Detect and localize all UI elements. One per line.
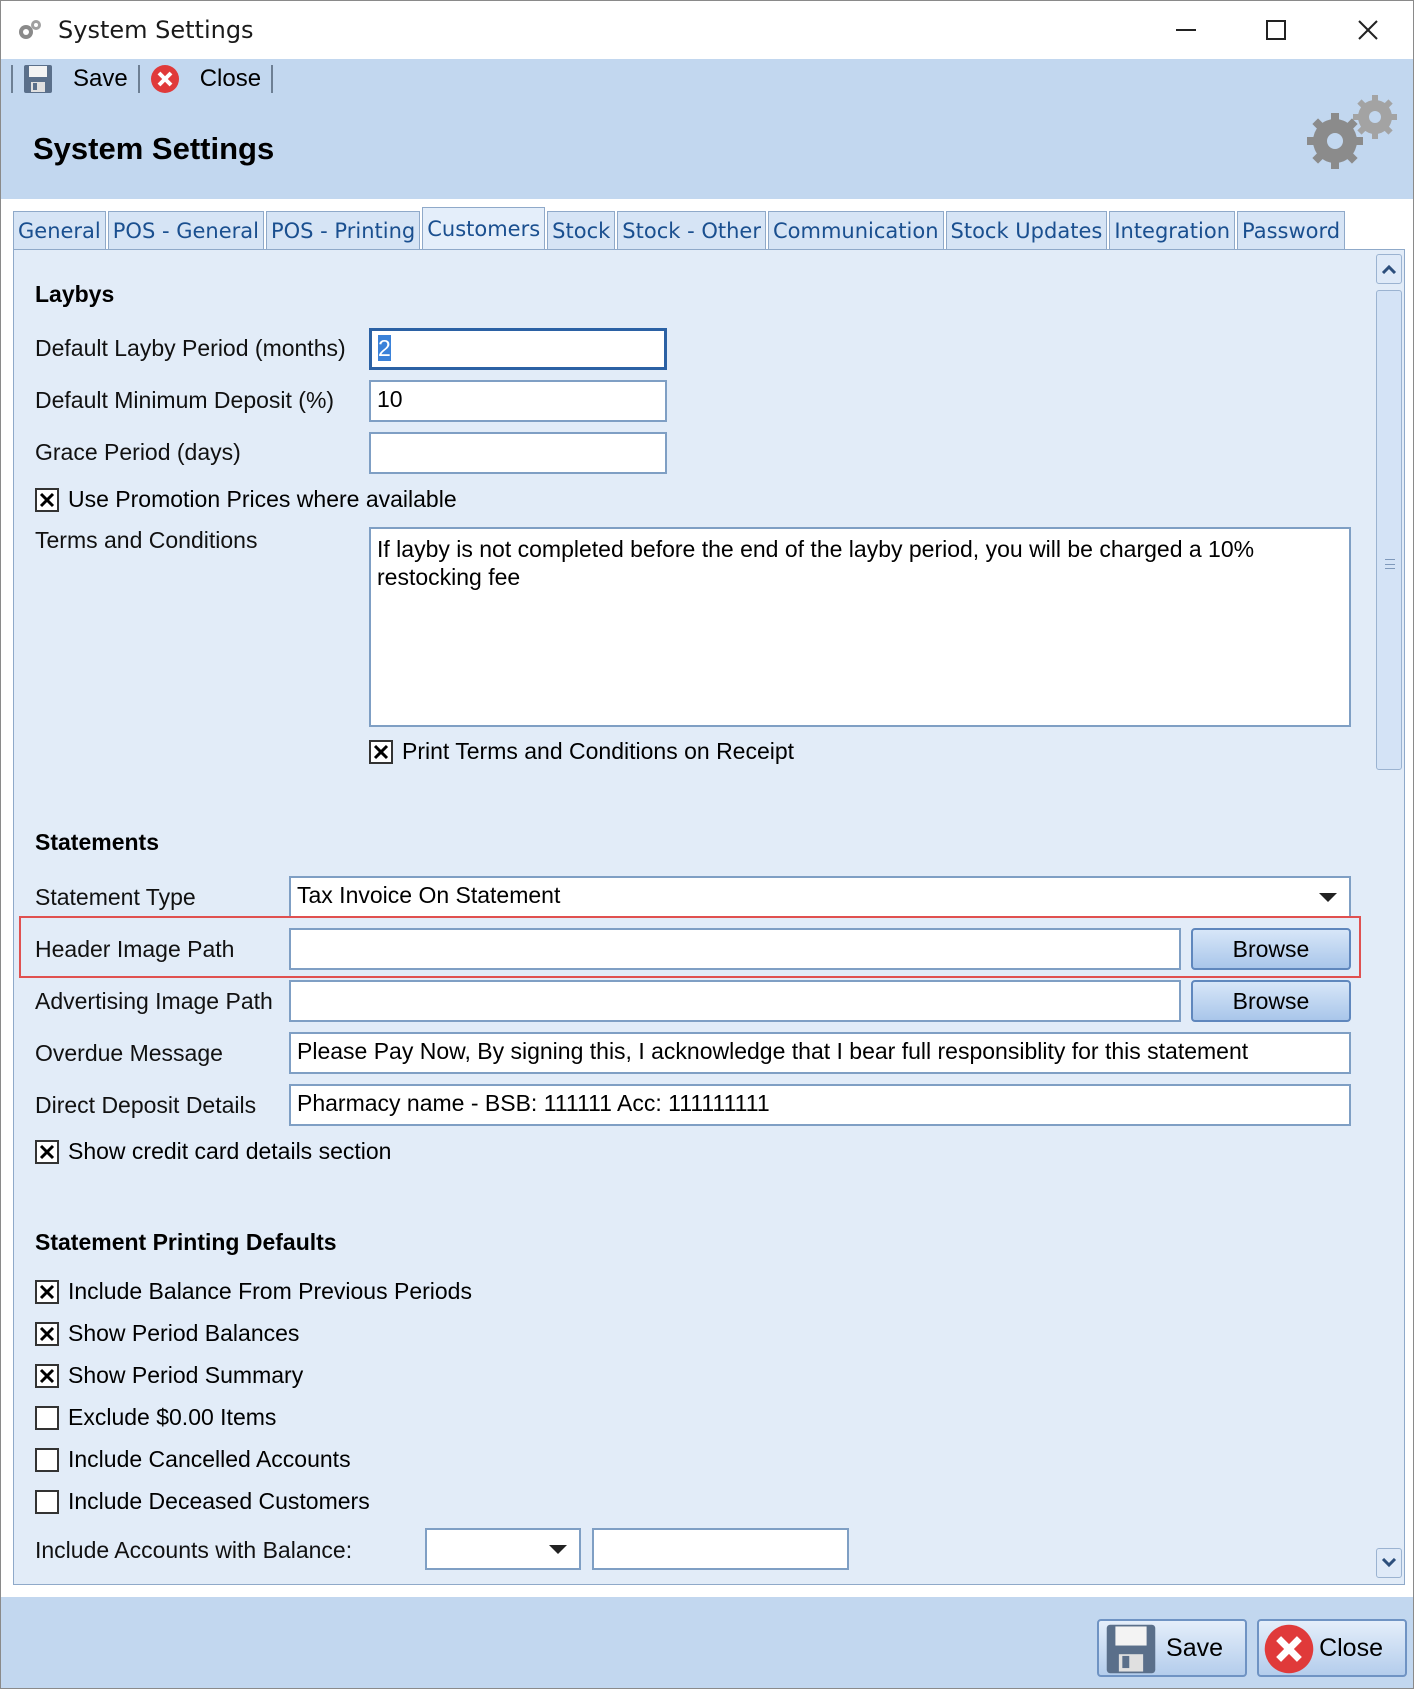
exclude-zero-items-row[interactable] xyxy=(35,1404,276,1431)
print-terms-row[interactable] xyxy=(369,738,794,765)
laybys-section-title: Laybys xyxy=(35,281,115,307)
title-bar xyxy=(1,1,1414,59)
show-credit-card-label: Show credit card details section xyxy=(68,1138,392,1164)
grace-period-label: Grace Period (days) xyxy=(35,439,241,465)
tab-password[interactable]: Password xyxy=(1237,211,1345,249)
advertising-image-path-input[interactable] xyxy=(289,980,1181,1022)
chevron-down-icon xyxy=(1319,893,1337,902)
toolbar-save-label: Save xyxy=(73,65,128,92)
tab-general[interactable]: General xyxy=(13,211,106,249)
footer-save-label: Save xyxy=(1166,1633,1223,1662)
use-promotion-prices-label: Use Promotion Prices where available xyxy=(68,486,457,512)
footer-save-button[interactable] xyxy=(1097,1619,1247,1677)
gears-icon xyxy=(1305,91,1409,171)
show-period-balances-label: Show Period Balances xyxy=(68,1320,300,1346)
footer-close-label: Close xyxy=(1319,1633,1383,1662)
default-min-deposit-input[interactable]: 10 xyxy=(369,380,667,422)
show-credit-card-row[interactable] xyxy=(35,1138,391,1165)
check-x-icon xyxy=(39,1144,55,1160)
statement-type-value: Tax Invoice On Statement xyxy=(297,882,561,908)
include-balance-previous-row[interactable] xyxy=(35,1278,472,1305)
show-period-balances-row[interactable] xyxy=(35,1320,299,1347)
overdue-message-input[interactable]: Please Pay Now, By signing this, I acknowledge that I bear full responsiblity for this statement xyxy=(289,1032,1351,1074)
show-credit-card-checkbox[interactable] xyxy=(35,1140,59,1164)
chevron-up-icon xyxy=(1381,264,1397,274)
header-image-path-input[interactable] xyxy=(289,928,1181,970)
grip-icon xyxy=(1385,559,1395,569)
exclude-zero-items-checkbox[interactable] xyxy=(35,1406,59,1430)
accounts-with-balance-label: Include Accounts with Balance: xyxy=(35,1537,353,1563)
tab-pos-printing[interactable]: POS - Printing xyxy=(266,211,420,249)
direct-deposit-label: Direct Deposit Details xyxy=(35,1092,257,1118)
floppy-disk-icon xyxy=(23,64,53,94)
maximize-icon xyxy=(1265,19,1287,41)
check-x-icon xyxy=(39,1284,55,1300)
page-title: System Settings xyxy=(33,131,275,166)
tab-strip xyxy=(13,209,1347,249)
window-title: System Settings xyxy=(58,16,254,44)
default-min-deposit-label: Default Minimum Deposit (%) xyxy=(35,387,335,413)
show-period-summary-checkbox[interactable] xyxy=(35,1364,59,1388)
chevron-down-icon xyxy=(1381,1558,1397,1568)
balance-operator-select[interactable] xyxy=(425,1528,581,1570)
vertical-scrollbar[interactable] xyxy=(1373,250,1403,1584)
print-terms-checkbox[interactable] xyxy=(369,740,393,764)
tab-pos-general[interactable]: POS - General xyxy=(108,211,264,249)
show-period-balances-checkbox[interactable] xyxy=(35,1322,59,1346)
include-cancelled-accounts-label: Include Cancelled Accounts xyxy=(68,1446,351,1472)
check-x-icon xyxy=(39,1368,55,1384)
default-layby-period-input[interactable] xyxy=(369,328,667,370)
advertising-image-browse-button[interactable]: Browse xyxy=(1191,980,1351,1022)
include-balance-previous-label: Include Balance From Previous Periods xyxy=(68,1278,472,1304)
use-promotion-prices-row[interactable] xyxy=(35,486,457,513)
red-x-circle-icon xyxy=(1263,1623,1315,1675)
toolbar-close-label: Close xyxy=(199,65,262,92)
chevron-down-icon xyxy=(549,1545,567,1554)
statement-type-label: Statement Type xyxy=(35,884,196,910)
tab-integration[interactable]: Integration xyxy=(1109,211,1235,249)
include-deceased-customers-label: Include Deceased Customers xyxy=(68,1488,370,1514)
toolbar-separator xyxy=(138,65,140,93)
default-layby-period-label: Default Layby Period (months) xyxy=(35,335,346,361)
maximize-button[interactable] xyxy=(1231,5,1321,55)
tab-stock-updates[interactable]: Stock Updates xyxy=(946,211,1108,249)
exclude-zero-items-label: Exclude $0.00 Items xyxy=(68,1404,277,1430)
terms-conditions-textarea[interactable]: If layby is not completed before the end of the layby period, you will be charged a 10% restocking fee xyxy=(369,527,1351,727)
terms-conditions-label: Terms and Conditions xyxy=(35,527,258,553)
toolbar-close-button[interactable] xyxy=(142,60,269,98)
include-deceased-customers-row[interactable] xyxy=(35,1488,370,1515)
close-window-button[interactable] xyxy=(1323,5,1413,55)
include-cancelled-accounts-row[interactable] xyxy=(35,1446,351,1473)
show-period-summary-row[interactable] xyxy=(35,1362,303,1389)
grace-period-input[interactable] xyxy=(369,432,667,474)
header-image-path-label: Header Image Path xyxy=(35,936,235,962)
minimize-button[interactable] xyxy=(1141,5,1231,55)
include-cancelled-accounts-checkbox[interactable] xyxy=(35,1448,59,1472)
overdue-message-label: Overdue Message xyxy=(35,1040,223,1066)
header-band xyxy=(1,59,1414,199)
use-promotion-prices-checkbox[interactable] xyxy=(35,488,59,512)
print-terms-label: Print Terms and Conditions on Receipt xyxy=(402,738,795,764)
floppy-disk-icon xyxy=(1105,1623,1157,1675)
check-x-icon xyxy=(39,492,55,508)
scroll-down-button[interactable] xyxy=(1376,1548,1402,1578)
scroll-thumb[interactable] xyxy=(1376,290,1402,770)
check-x-icon xyxy=(39,1326,55,1342)
header-image-browse-button[interactable]: Browse xyxy=(1191,928,1351,970)
tab-stock[interactable]: Stock xyxy=(547,211,615,249)
toolbar xyxy=(9,59,275,99)
tab-customers[interactable]: Customers xyxy=(422,207,545,249)
toolbar-separator xyxy=(11,65,13,93)
tab-stock-other[interactable]: Stock - Other xyxy=(617,211,766,249)
balance-amount-input[interactable] xyxy=(592,1528,849,1570)
tab-communication[interactable]: Communication xyxy=(768,211,944,249)
include-balance-previous-checkbox[interactable] xyxy=(35,1280,59,1304)
scroll-up-button[interactable] xyxy=(1376,254,1402,284)
toolbar-save-button[interactable] xyxy=(15,60,136,98)
direct-deposit-input[interactable]: Pharmacy name - BSB: 111111 Acc: 111111111 xyxy=(289,1084,1351,1126)
red-x-circle-icon xyxy=(150,64,180,94)
advertising-image-path-label: Advertising Image Path xyxy=(35,988,273,1014)
show-period-summary-label: Show Period Summary xyxy=(68,1362,304,1388)
close-icon xyxy=(1357,19,1379,41)
gears-icon xyxy=(15,17,45,43)
footer-bar xyxy=(1,1597,1414,1689)
toolbar-separator xyxy=(271,65,273,93)
check-x-icon xyxy=(373,744,389,760)
default-layby-period-value: 2 xyxy=(378,335,391,361)
printing-defaults-section-title: Statement Printing Defaults xyxy=(35,1229,337,1255)
statement-type-select[interactable] xyxy=(289,876,1351,918)
include-deceased-customers-checkbox[interactable] xyxy=(35,1490,59,1514)
statements-section-title: Statements xyxy=(35,829,159,855)
minimize-icon xyxy=(1175,19,1197,41)
footer-close-button[interactable] xyxy=(1257,1619,1407,1677)
